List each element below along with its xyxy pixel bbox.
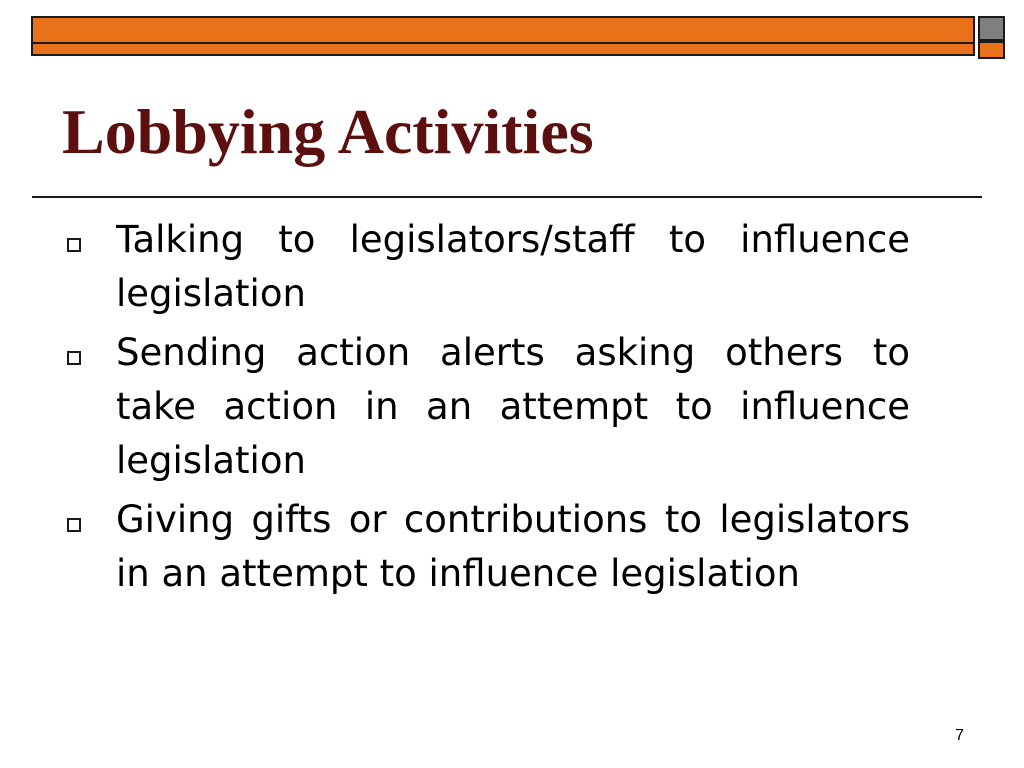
bullet-text: Talking to legislators/staff to influence legislation [116,218,910,315]
title-divider [32,196,982,198]
header-accent-line [33,42,973,44]
corner-accent-gray [978,16,1005,41]
header-accent-bar [31,16,975,56]
page-number: 7 [955,727,964,744]
corner-accent-orange [978,41,1005,59]
square-bullet-icon [67,518,81,532]
square-bullet-icon [67,238,81,252]
bullet-item [60,213,910,321]
bullet-item [60,326,910,488]
bullet-text: Giving gifts or contributions to legislators in an attempt to influence legislation [116,498,910,595]
bullet-item [60,493,910,601]
square-bullet-icon [67,351,81,365]
slide-title: Lobbying Activities [62,96,594,167]
bullet-list [60,213,910,606]
bullet-text: Sending action alerts asking others to take action in an attempt to influence legislation [116,331,910,482]
